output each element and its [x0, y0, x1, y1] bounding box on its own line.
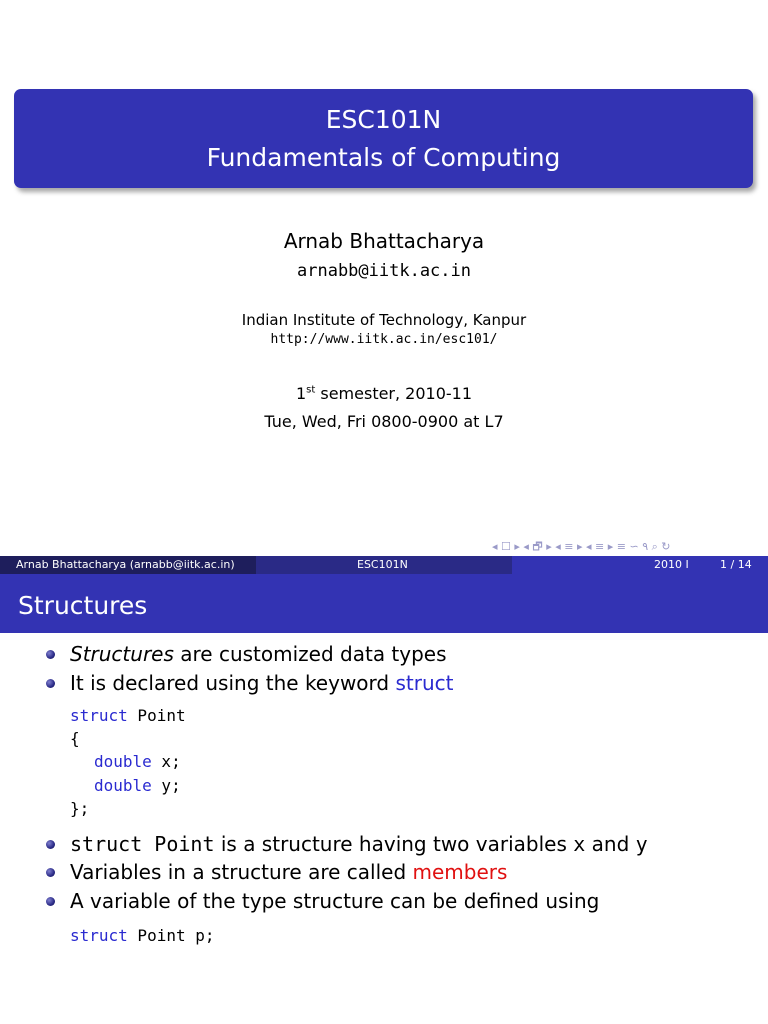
semester-number: 1 — [295, 384, 307, 403]
course-title: Fundamentals of Computing — [206, 143, 561, 172]
keyword-highlight: struct — [395, 671, 454, 695]
footer-bar — [0, 556, 768, 574]
frame-title-bar — [0, 574, 768, 633]
semester-superscript: st — [306, 384, 316, 396]
code-line: { — [70, 729, 80, 748]
bullet-text-rest: are customized data types — [173, 642, 447, 666]
semester-text: semester, 2010-11 — [315, 384, 473, 403]
inline-code-x: x — [573, 832, 586, 856]
footer-author: Arnab Bhattacharya (arnabb@iitk.ac.in) — [16, 558, 235, 571]
bullet-text-mid: is a structure having two variables — [214, 832, 574, 856]
code-keyword: double — [94, 776, 152, 795]
code-line — [94, 752, 181, 771]
code-line: }; — [70, 799, 90, 818]
institute-name: Indian Institute of Technology, Kanpur — [241, 311, 527, 329]
bullet-text-and: and — [585, 832, 636, 856]
code-text: x; — [151, 752, 181, 771]
bullet-icon — [46, 650, 55, 659]
bullet-icon — [46, 840, 55, 849]
bullet-text-main: Variables in a structure are called — [70, 860, 413, 884]
footer-right-section — [512, 556, 768, 574]
author-email: arnabb@iitk.ac.in — [297, 261, 471, 281]
emphasis-term: Structures — [70, 642, 174, 666]
code-keyword: struct — [70, 926, 128, 945]
code-line — [94, 776, 181, 795]
course-code: ESC101N — [325, 105, 442, 134]
code-line — [70, 926, 215, 945]
inline-code-y: y — [635, 832, 648, 856]
course-url: http://www.iitk.ac.in/esc101/ — [270, 332, 498, 347]
bullet-text — [70, 832, 648, 856]
title-box — [14, 89, 753, 188]
bullet-text — [70, 671, 453, 695]
alert-highlight: members — [412, 860, 508, 884]
bullet-icon — [46, 897, 55, 906]
code-keyword: struct — [70, 706, 128, 725]
code-text: y; — [151, 776, 181, 795]
code-keyword: double — [94, 752, 152, 771]
bullet-text — [70, 860, 507, 884]
inline-code: struct Point — [70, 832, 215, 856]
footer-page-number: 1 / 14 — [720, 558, 752, 571]
code-text: Point — [127, 706, 186, 725]
footer-middle-section — [256, 556, 512, 574]
bullet-text-main: It is declared using the keyword — [70, 671, 396, 695]
frame-title: Structures — [18, 591, 148, 620]
bullet-text: A variable of the type structure can be defined using — [70, 889, 600, 913]
semester-line — [0, 384, 768, 403]
bullet-icon — [46, 868, 55, 877]
footer-course: ESC101N — [357, 558, 408, 571]
bullet-text — [70, 642, 447, 666]
author-name: Arnab Bhattacharya — [283, 229, 485, 253]
bullet-icon — [46, 679, 55, 688]
code-line — [70, 706, 186, 725]
footer-left-section — [0, 556, 256, 574]
code-text: Point p; — [127, 926, 215, 945]
footer-date: 2010 I — [654, 558, 689, 571]
schedule-line: Tue, Wed, Fri 0800-0900 at L7 — [264, 412, 504, 431]
navigation-symbols[interactable]: ◂ ☐ ▸ ◂ 🗗 ▸ ◂ ≡ ▸ ◂ ≡ ▸ ≡ ∽ ٩ ⌕ ↻ — [492, 540, 671, 553]
